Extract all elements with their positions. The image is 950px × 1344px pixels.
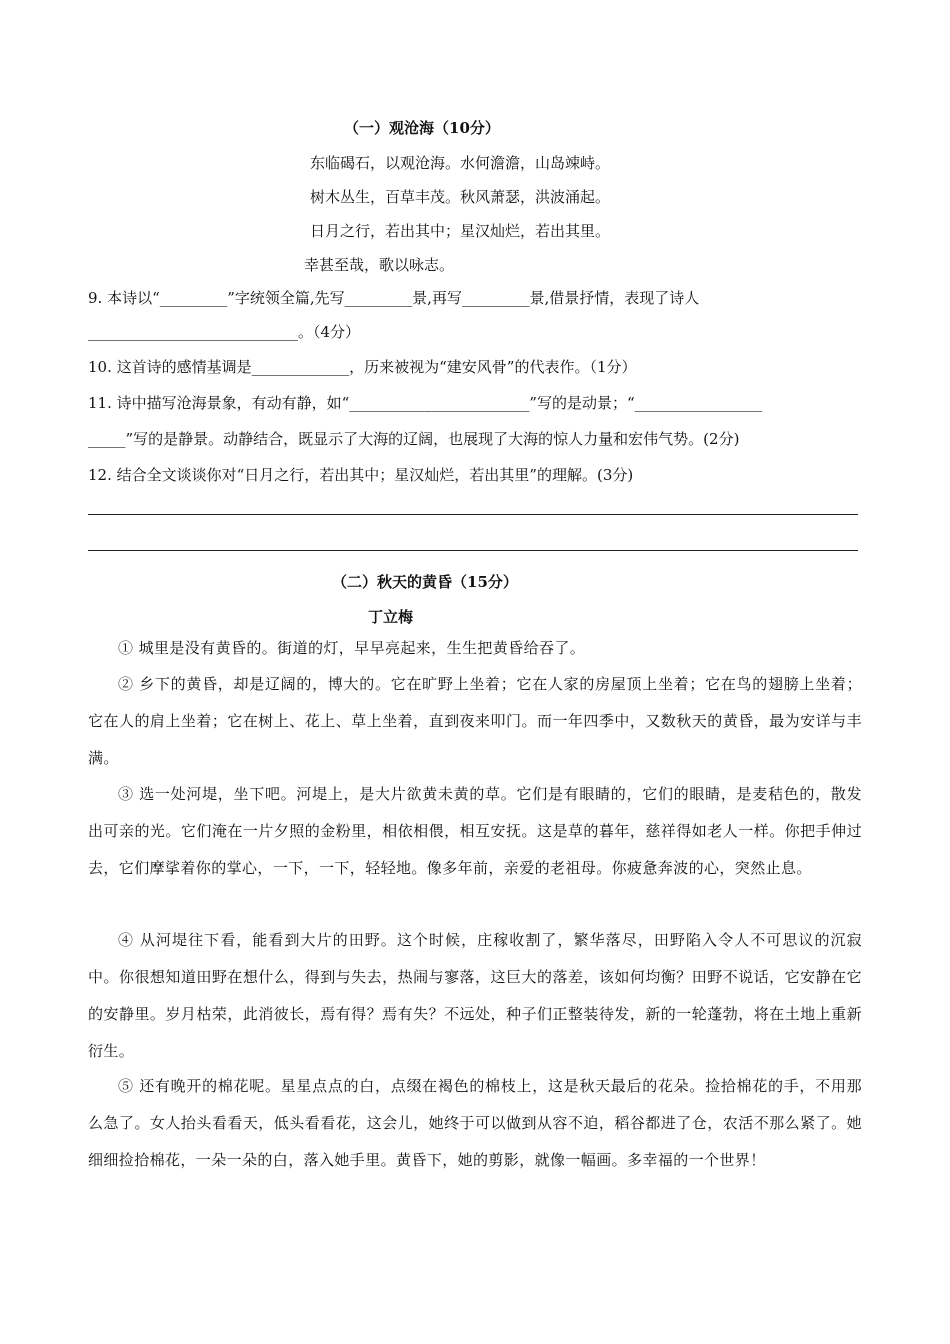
question-10: 10. 这首诗的感情基调是_____________，历来被视为“建安风骨”的代表作。（1分） — [88, 358, 637, 376]
article-paragraph-1: ① 城里是没有黄昏的。街道的灯，早早亮起来，生生把黄昏给吞了。 — [118, 639, 586, 657]
question-9-continued: ____________________________。（4分） — [88, 323, 361, 341]
poem-line-4: 幸甚至哉，歌以咏志。 — [304, 256, 455, 274]
article-paragraph-5: ⑤ 还有晚开的棉花呢。星星点点的白，点缀在褐色的棉枝上，这是秋天最后的花朵。捡拾棉花的手，不用那么急了。女人抬头看看天，低头看看花，这会儿，她终于可以做到从容不迫，稻谷都进了仓，农活不那么紧了。她细细捡拾棉花，一朵一朵的白，落入她手里。黄昏下，她的剪影，就像一幅画。多幸福的一个世界！ — [88, 1077, 862, 1169]
article-paragraph-2: ② 乡下的黄昏，却是辽阔的，博大的。它在旷野上坐着；它在人家的房屋顶上坐着；它在鸟的翅膀上坐着；它在人的肩上坐着；它在树上、花上、草上坐着，直到夜来叩门。而一年四季中，又数秋天的黄昏，最为安详与丰满。 — [88, 675, 862, 767]
question-11: 11. 诗中描写沧海景象，有动有静，如“________________________”写的是动景；“_________________ — [88, 394, 763, 412]
question-12: 12. 结合全文谈谈你对“日月之行，若出其中；星汉灿烂，若出其里”的理解。(3分) — [88, 466, 634, 484]
poem-line-1: 东临碣石，以观沧海。水何澹澹，山岛竦峙。 — [310, 154, 611, 172]
answer-line-1[interactable] — [88, 514, 858, 515]
poem-line-2: 树木丛生，百草丰茂。秋风萧瑟，洪波涌起。 — [310, 188, 611, 206]
section-1-title: （一）观沧海（10分） — [344, 119, 500, 137]
poem-line-3: 日月之行，若出其中；星汉灿烂，若出其里。 — [310, 222, 611, 240]
article-paragraph-4: ④ 从河堤往下看，能看到大片的田野。这个时候，庄稼收割了，繁华落尽，田野陷入令人不可思议的沉寂中。你很想知道田野在想什么，得到与失去，热闹与寥落，这巨大的落差，该如何均衡？田野不说话，它安静在它的安静里。岁月枯荣，此消彼长，焉有得？焉有失？不远处，种子们正整装待发，新的一轮蓬勃，将在土地上重新衍生。 — [88, 931, 862, 1060]
answer-line-2[interactable] — [88, 550, 858, 551]
article-author: 丁立梅 — [368, 608, 414, 626]
section-2-title: （二）秋天的黄昏（15分） — [332, 573, 518, 591]
question-9: 9. 本诗以“_________”字统领全篇,先写_________景,再写_________景,借景抒情，表现了诗人 — [88, 289, 700, 307]
article-paragraph-3: ③ 选一处河堤，坐下吧。河堤上，是大片欲黄未黄的草。它们是有眼睛的，它们的眼睛，是麦秸色的，散发出可亲的光。它们淹在一片夕照的金粉里，相依相偎，相互安抚。这是草的暮年，慈祥得如老人一样。你把手伸过去，它们摩挲着你的掌心，一下，一下，轻轻地。像多年前，亲爱的老祖母。你疲惫奔波的心，突然止息。 — [88, 785, 862, 877]
question-11-continued: _____”写的是静景。动静结合，既显示了大海的辽阔，也展现了大海的惊人力量和宏伟气势。(2分) — [88, 430, 740, 448]
